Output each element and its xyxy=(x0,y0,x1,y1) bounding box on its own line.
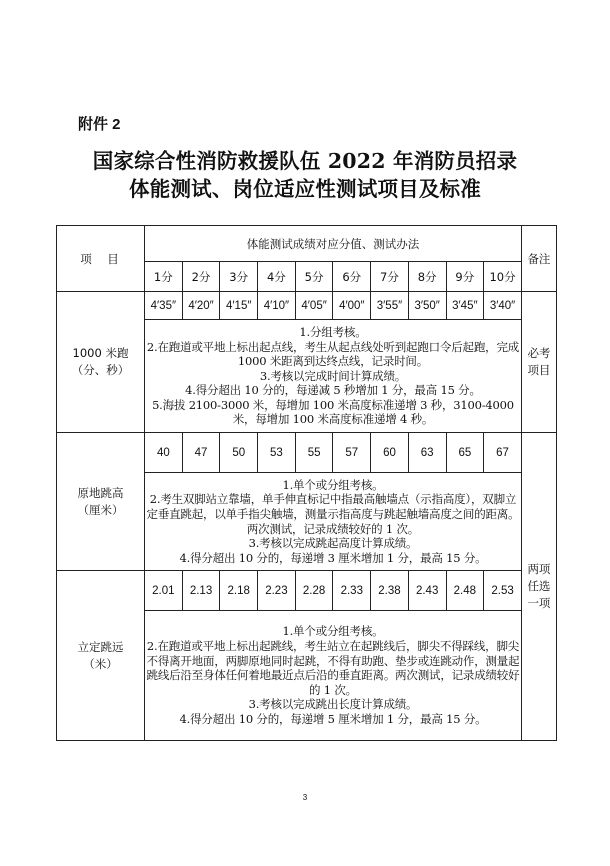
item-1000m-run xyxy=(57,292,145,433)
page-number: 3 xyxy=(302,793,308,802)
method-line: 2.在跑道或平地上标出起点线，考生从起点线处听到起跑口令后起跑，完成 1000 米距离到达终点线，记录时间。 xyxy=(146,339,520,369)
item-name: 立定跳远 xyxy=(77,639,124,654)
score-header: 9分 xyxy=(446,262,484,292)
note-required: 必考项目 xyxy=(521,292,556,433)
score-header: 10分 xyxy=(484,262,522,292)
test-method-1000m xyxy=(145,320,522,433)
item-name: 1000 米跑 xyxy=(72,346,129,360)
standard-value: 3′45″ xyxy=(446,292,484,320)
standard-value: 4′05″ xyxy=(295,292,333,320)
test-method-long-jump xyxy=(145,611,522,741)
method-line: 5.海拔 2100-3000 米，每增加 100 米高度标准递增 3 秒，3100-4000 米，每增加 100 米高度标准递增 4 秒。 xyxy=(152,397,514,427)
standard-value: 3′40″ xyxy=(484,292,522,320)
standards-table xyxy=(56,225,557,741)
standard-value: 67 xyxy=(484,433,522,473)
standard-value: 2.48 xyxy=(446,571,484,611)
standard-value: 2.38 xyxy=(371,571,409,611)
score-header: 7分 xyxy=(371,262,409,292)
standard-value: 2.13 xyxy=(182,571,220,611)
standard-value: 47 xyxy=(182,433,220,473)
attachment-label: 附件 2 xyxy=(78,116,121,133)
standard-value: 4′20″ xyxy=(182,292,220,320)
method-line: 3.考核以完成时间计算成绩。 xyxy=(259,368,407,383)
standard-value: 53 xyxy=(258,433,296,473)
score-header: 2分 xyxy=(182,262,220,292)
document-title-line2: 体能测试、岗位适应性测试项目及标准 xyxy=(129,177,481,201)
score-header: 5分 xyxy=(295,262,333,292)
header-note: 备注 xyxy=(521,226,556,292)
standard-value: 4′15″ xyxy=(220,292,258,320)
standard-value: 4′35″ xyxy=(145,292,183,320)
standard-value: 2.23 xyxy=(258,571,296,611)
note-choose-one: 两项任选一项 xyxy=(521,433,556,741)
score-header: 4分 xyxy=(258,262,296,292)
score-header: 6分 xyxy=(333,262,371,292)
header-scores-method: 体能测试成绩对应分值、测试办法 xyxy=(145,226,522,262)
method-line: 3.考核以完成跳起高度计算成绩。 xyxy=(248,536,418,551)
score-header: 3分 xyxy=(220,262,258,292)
method-line: 2.考生双脚站立靠墙，单手伸直标记中指最高触墙点（示指高度），双脚立定垂直跳起，以单手指尖触墙，测量示指高度与跳起触墙高度之间的距离。两次测试，记录成绩较好的 1 次。 xyxy=(146,492,520,536)
test-method-high-jump xyxy=(145,473,522,571)
score-header: 8分 xyxy=(408,262,446,292)
standard-value: 2.18 xyxy=(220,571,258,611)
standard-value: 65 xyxy=(446,433,484,473)
standard-value: 40 xyxy=(145,433,183,473)
standard-value: 50 xyxy=(220,433,258,473)
item-name: 原地跳高 xyxy=(77,485,124,500)
standard-value: 2.53 xyxy=(484,571,522,611)
standard-value: 60 xyxy=(371,433,409,473)
standard-value: 57 xyxy=(333,433,371,473)
item-unit: （米） xyxy=(83,656,118,671)
standard-value: 4′10″ xyxy=(258,292,296,320)
method-line: 1.分组考核。 xyxy=(299,324,367,339)
header-item: 项 目 xyxy=(57,226,145,292)
standard-value: 2.28 xyxy=(295,571,333,611)
item-standing-long-jump xyxy=(57,571,145,741)
standard-value: 3′50″ xyxy=(408,292,446,320)
method-line: 1.单个或分组考核。 xyxy=(282,477,384,492)
score-header: 1分 xyxy=(145,262,183,292)
item-unit: （厘米） xyxy=(77,502,124,517)
method-line: 4.得分超出 10 分的，每递增 3 厘米增加 1 分，最高 15 分。 xyxy=(179,550,487,565)
standard-value: 2.43 xyxy=(408,571,446,611)
method-line: 3.考核以完成跳出长度计算成绩。 xyxy=(248,697,418,712)
method-line: 4.得分超出 10 分的，每递减 5 秒增加 1 分，最高 15 分。 xyxy=(185,383,481,398)
standard-value: 3′55″ xyxy=(371,292,409,320)
standard-value: 55 xyxy=(295,433,333,473)
standard-value: 4′00″ xyxy=(333,292,371,320)
standard-value: 63 xyxy=(408,433,446,473)
method-line: 4.得分超出 10 分的，每递增 5 厘米增加 1 分，最高 15 分。 xyxy=(179,711,487,726)
standard-value: 2.01 xyxy=(145,571,183,611)
item-standing-high-jump xyxy=(57,433,145,571)
method-line: 2.在跑道或平地上标出起跳线，考生站立在起跳线后，脚尖不得踩线，脚尖不得离开地面，两脚原地同时起跳，不得有助跑、垫步或连跳动作，测量起跳线后沿至身体任何着地最近点后沿的垂直距离。两次测试，记录成绩较好的 1 次。 xyxy=(146,639,520,697)
document-title-line1: 国家综合性消防救援队伍 2022 年消防员招录 xyxy=(92,149,518,173)
item-unit: （分、秒） xyxy=(71,363,130,377)
standard-value: 2.33 xyxy=(333,571,371,611)
method-line: 1.单个或分组考核。 xyxy=(282,624,384,639)
